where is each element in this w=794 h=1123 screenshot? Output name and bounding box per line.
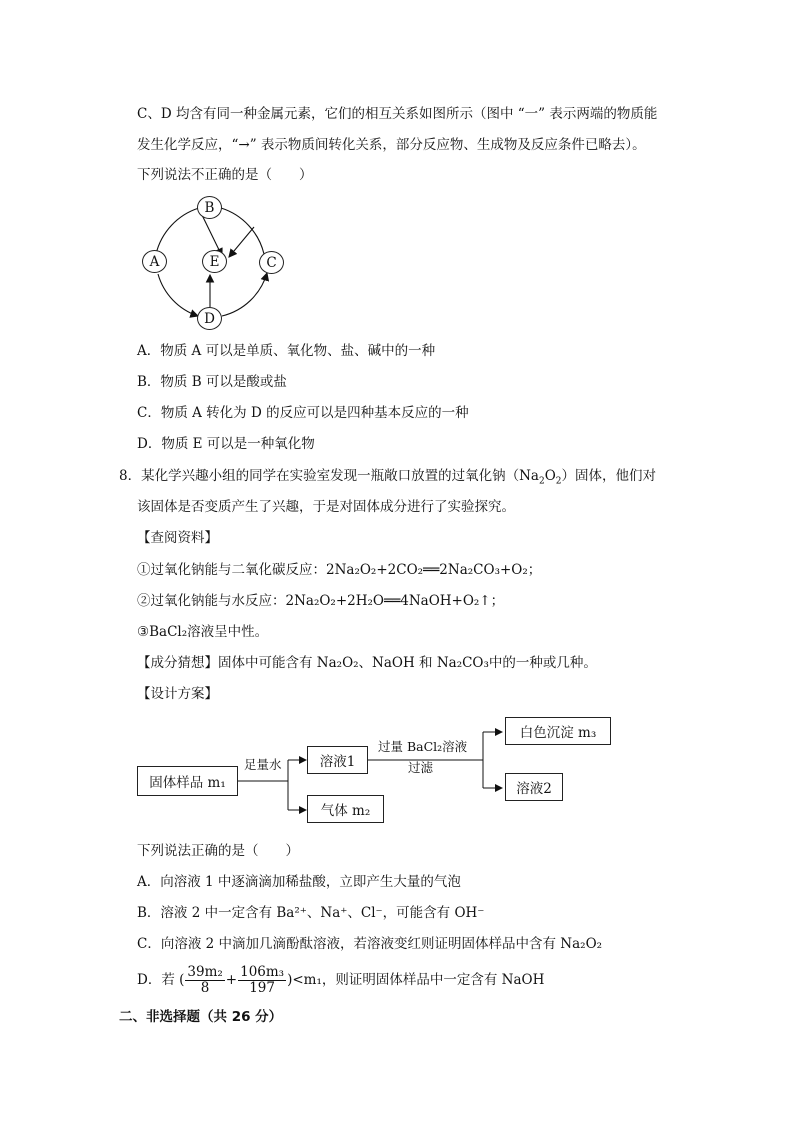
info-item-3: ③BaCl₂溶液呈中性。 [137, 624, 269, 640]
subscript: 2 [538, 476, 545, 487]
q7-option-c: C．物质 A 转化为 D 的反应可以是四种基本反应的一种 [137, 405, 469, 421]
q8-intro-line-1 [119, 466, 656, 492]
fraction-1-numerator: 39m₂ [187, 964, 223, 980]
section-design: 【设计方案】 [137, 686, 218, 702]
q7-option-a: A．物质 A 可以是单质、氧化物、盐、碱中的一种 [137, 343, 436, 359]
fraction-2-denominator: 197 [249, 980, 275, 996]
fraction-2-numerator: 106m₃ [240, 964, 285, 980]
q7-prompt: 下列说法不正确的是（ ） [137, 167, 313, 183]
q8-option-a: A．向溶液 1 中逐滴滴加稀盐酸，立即产生大量的气泡 [137, 874, 461, 890]
section-2-heading: 二、非选择题（共 26 分） [119, 1009, 283, 1025]
plus-sign: + [225, 972, 238, 988]
q8-prompt: 下列说法正确的是（ ） [137, 843, 299, 859]
component-guess: 【成分猜想】固体中可能含有 Na₂O₂、NaOH 和 Na₂CO₃中的一种或几种。 [137, 655, 597, 671]
node-d: D [197, 307, 222, 330]
q7-intro-line-2: 发生化学反应，“→” 表示物质间转化关系，部分反应物、生成物及反应条件已略去）。 [137, 137, 646, 153]
q7-intro-line-1: C、D 均含有同一种金属元素，它们的相互关系如图所示（图中 “一” 表示两端的物质能 [137, 106, 658, 122]
q8-intro-line-2: 该固体是否变质产生了兴趣，于是对固体成分进行了实验探究。 [137, 499, 515, 515]
q7-option-d: D．物质 E 可以是一种氧化物 [137, 436, 315, 452]
filter-label: 过滤 [408, 760, 434, 775]
info-item-2: ②过氧化钠能与水反应：2Na₂O₂+2H₂O══4NaOH+O₂↑； [137, 593, 505, 609]
water-label: 足量水 [244, 757, 282, 772]
precipitate-box: 白色沉淀 m₃ [505, 717, 611, 745]
q8-option-b: B．溶液 2 中一定含有 Ba²⁺、Na⁺、Cl⁻，可能含有 OH⁻ [137, 905, 485, 921]
node-b: B [197, 196, 222, 219]
q8-intro-part: O [544, 468, 556, 484]
subscript: 2 [555, 476, 562, 487]
fraction-2 [238, 965, 286, 996]
sample-box: 固体样品 m₁ [137, 766, 238, 796]
q8-intro-part: 8．某化学兴趣小组的同学在实验室发现一瓶敞口放置的过氧化钠（Na [119, 468, 539, 484]
option-d-suffix: )<m₁，则证明固体样品中一定含有 NaOH [287, 972, 545, 988]
q8-intro-part: ）固体，他们对 [561, 468, 656, 484]
node-e: E [202, 250, 227, 273]
solution1-box: 溶液1 [307, 746, 368, 774]
fraction-1-denominator: 8 [200, 980, 210, 996]
node-a: A [142, 250, 167, 273]
reagent-label: 过量 BaCl₂溶液 [378, 739, 468, 754]
q8-option-d [137, 958, 544, 1002]
q8-option-c: C．向溶液 2 中滴加几滴酚酞溶液，若溶液变红则证明固体样品中含有 Na₂O₂ [137, 936, 603, 952]
option-d-prefix: D．若 ( [137, 972, 185, 988]
section-lookup-info: 【查阅资料】 [137, 530, 218, 546]
fraction-1 [185, 965, 224, 996]
gas-box: 气体 m₂ [307, 795, 384, 823]
q7-option-b: B．物质 B 可以是酸或盐 [137, 374, 287, 390]
solution2-box: 溶液2 [505, 773, 563, 801]
info-item-1: ①过氧化钠能与二氧化碳反应：2Na₂O₂+2CO₂══2Na₂CO₃+O₂； [137, 562, 542, 578]
node-c: C [259, 251, 284, 274]
